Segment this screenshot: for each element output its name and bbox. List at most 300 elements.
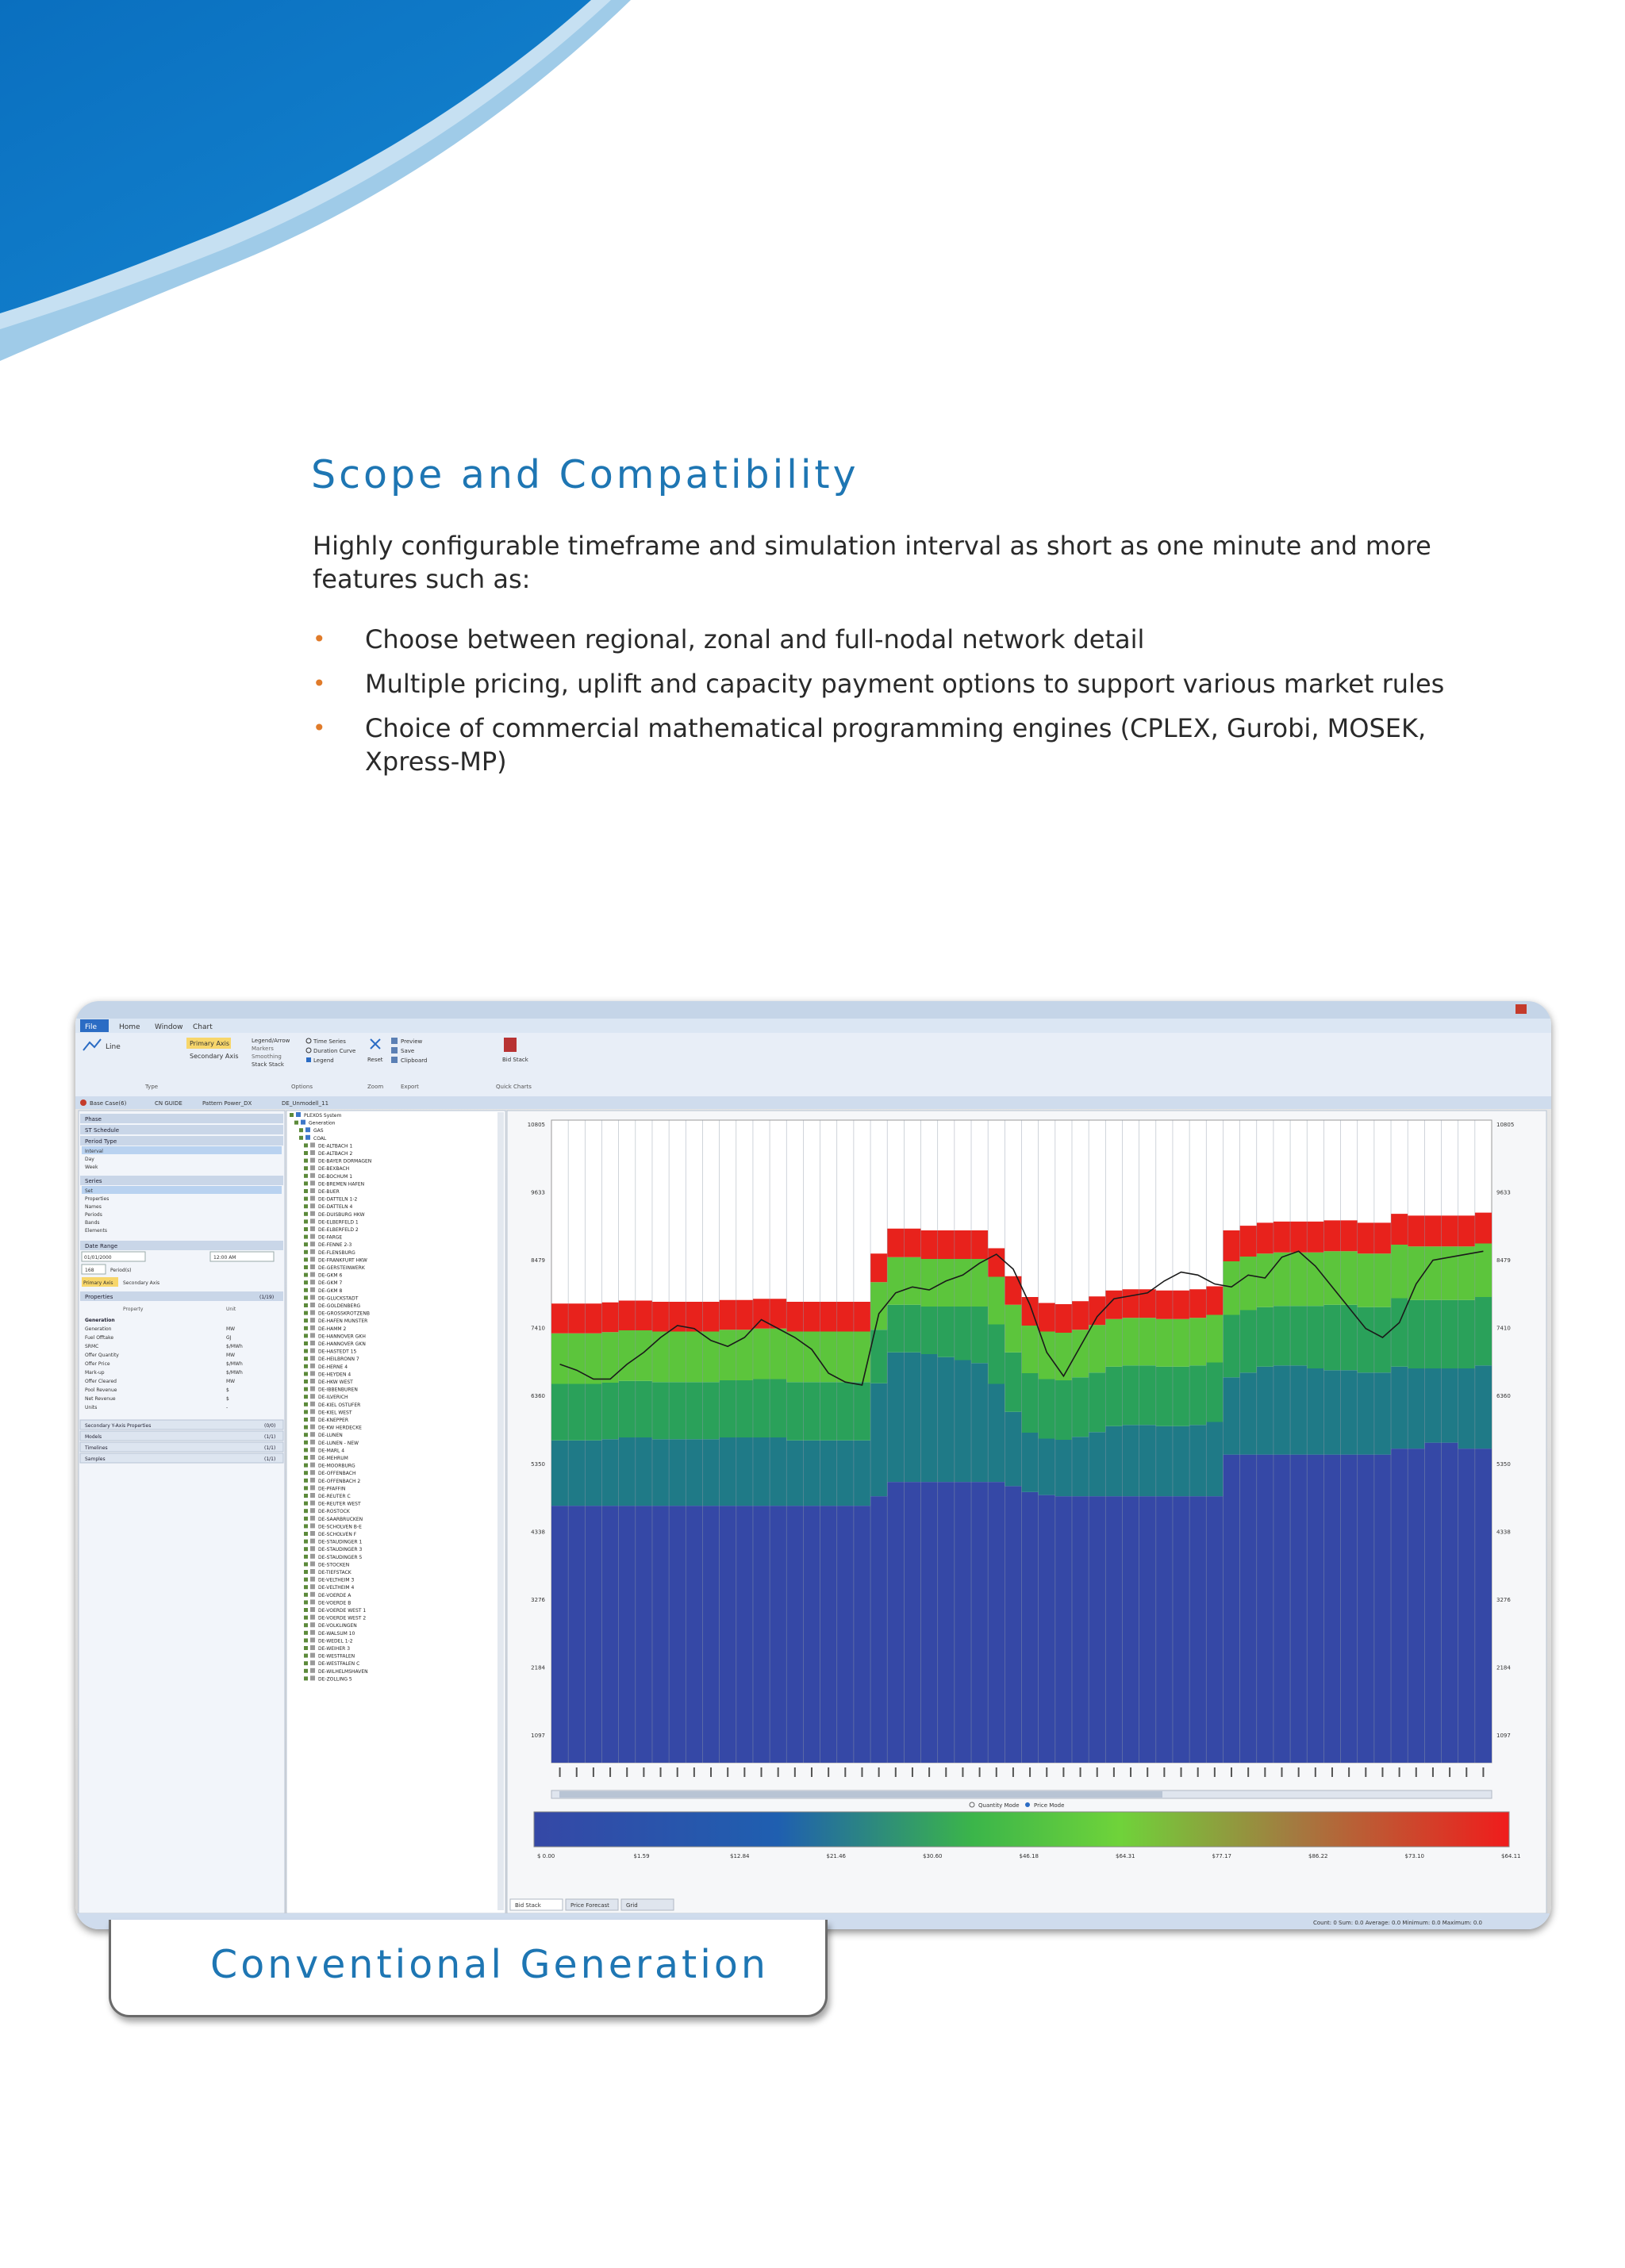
x-tick-label <box>1281 1767 1282 1777</box>
property-name[interactable]: Mark-up <box>85 1370 105 1376</box>
tree-node[interactable]: DE-VOERDE A <box>318 1592 352 1598</box>
collapsed-section-label[interactable]: Secondary Y-Axis Properties <box>85 1423 152 1429</box>
checkbox-icon[interactable] <box>304 1540 308 1544</box>
x-tick-label <box>609 1767 611 1777</box>
checkbox-icon[interactable] <box>304 1631 308 1635</box>
checkbox-icon[interactable] <box>304 1509 308 1513</box>
tree-node[interactable]: DE-WESTFALEN <box>318 1653 355 1660</box>
bid-stack-icon[interactable] <box>504 1038 517 1052</box>
checkbox-icon[interactable] <box>304 1242 308 1246</box>
tree-node[interactable]: DE-FRANKFURT HKW <box>318 1257 367 1264</box>
panel-section-label[interactable]: Series <box>85 1178 102 1184</box>
period-unit-select[interactable]: Period(s) <box>110 1268 132 1273</box>
x-tick-label <box>844 1767 846 1777</box>
x-tick-label <box>996 1767 997 1777</box>
tree-node[interactable]: DE-BREMEN HAFEN <box>318 1181 365 1188</box>
y-tick-label-right: 7410 <box>1496 1325 1511 1332</box>
tree-node[interactable]: DE-FARGE <box>318 1234 343 1241</box>
tree-node[interactable]: DE-STAUDINGER 5 <box>318 1554 363 1560</box>
x-tick-label <box>1399 1767 1400 1777</box>
zoom-reset-button[interactable]: Reset <box>367 1057 383 1063</box>
property-name[interactable]: Generation <box>85 1326 112 1332</box>
price-colour-scale <box>534 1812 1509 1847</box>
bid-stack-chart <box>510 1120 1521 1910</box>
tree-node[interactable]: DE-KIEL OSTUFER <box>318 1402 361 1408</box>
preview-icon[interactable] <box>391 1038 398 1044</box>
bottom-tab[interactable]: Price Forecast <box>570 1902 609 1909</box>
properties-label[interactable]: Properties <box>85 1294 113 1300</box>
checkbox-icon[interactable] <box>304 1235 308 1239</box>
tree-node[interactable]: DE-BUER <box>318 1189 340 1195</box>
properties-count: (1/19) <box>259 1295 275 1300</box>
checkbox-icon[interactable] <box>304 1661 308 1665</box>
primary-axis-tab[interactable]: Primary Axis <box>83 1280 113 1286</box>
tree-node[interactable]: DE-STAUDINGER 1 <box>318 1539 363 1545</box>
selected-row-highlight <box>82 1186 282 1194</box>
tree-node[interactable]: PLEXOS System <box>304 1113 342 1119</box>
checkbox-icon[interactable] <box>299 1128 303 1132</box>
x-tick-label <box>1365 1767 1366 1777</box>
x-tick-label <box>878 1767 880 1777</box>
checkbox-icon[interactable] <box>304 1334 308 1337</box>
folder-icon <box>310 1485 315 1490</box>
checkbox-icon[interactable] <box>304 1593 308 1597</box>
tree-node[interactable]: DE-SAARBRUCKEN <box>318 1516 363 1522</box>
folder-icon <box>310 1599 315 1604</box>
property-name[interactable]: Offer Price <box>85 1361 110 1367</box>
checkbox-icon[interactable] <box>304 1318 308 1322</box>
title-bar <box>75 1001 1551 1019</box>
collapsed-section-count: (1/1) <box>264 1434 276 1440</box>
close-doc-icon[interactable] <box>80 1099 86 1106</box>
checkbox-icon[interactable] <box>304 1280 308 1284</box>
checkbox-icon[interactable] <box>304 1426 308 1429</box>
tree-node[interactable]: DE-VOERDE WEST 2 <box>318 1615 367 1621</box>
checkbox-icon[interactable] <box>304 1471 308 1475</box>
tree-node[interactable]: DE-GROSSKROTZENB <box>318 1311 370 1317</box>
checkbox-icon[interactable] <box>304 1418 308 1422</box>
property-name[interactable]: Net Revenue <box>85 1396 116 1402</box>
y-tick-label-right: 3276 <box>1496 1596 1511 1603</box>
property-group-label: Generation <box>85 1318 115 1323</box>
checkbox-icon[interactable] <box>304 1676 308 1680</box>
checkbox-icon[interactable] <box>304 1341 308 1345</box>
checkbox-icon[interactable] <box>304 1387 308 1391</box>
legend-radio-price[interactable]: Price Mode <box>1034 1802 1065 1809</box>
checkbox-icon[interactable] <box>304 1250 308 1254</box>
application-screenshot <box>75 1001 1551 1929</box>
doc-tab-unmodell[interactable]: DE_Unmodell_11 <box>282 1100 329 1107</box>
option-markers[interactable]: Markers <box>252 1046 274 1052</box>
folder-icon <box>305 1127 310 1132</box>
feature-text: Choice of commercial mathematical programming engines (CPLEX, Gurobi, MOSEK, Xpress-MP) <box>365 713 1427 777</box>
tree-node[interactable]: DE-OFFENBACH <box>318 1471 356 1477</box>
section-title: Scope and Compatibility <box>311 452 859 497</box>
secondary-axis-button[interactable]: Secondary Axis <box>190 1053 239 1060</box>
folder-icon <box>310 1379 315 1383</box>
tree-node[interactable]: DE-ILVERICH <box>318 1395 348 1401</box>
tree-node[interactable]: DE-GKM 6 <box>318 1272 343 1279</box>
colour-scale-label: $64.31 <box>1116 1853 1135 1859</box>
x-tick-label <box>828 1767 829 1777</box>
tree-node[interactable]: DE-REUTER WEST <box>318 1501 361 1507</box>
checkbox-icon[interactable] <box>304 1288 308 1292</box>
checkbox-icon[interactable] <box>304 1159 308 1163</box>
tab-home[interactable]: Home <box>119 1023 140 1031</box>
tree-node[interactable]: DE-REUTER C <box>318 1494 351 1499</box>
collapsed-section-count: (0/0) <box>264 1423 276 1429</box>
tree-node[interactable]: DE-HEILBRONN 7 <box>318 1357 359 1363</box>
checkbox-icon[interactable] <box>304 1403 308 1406</box>
checkbox-icon[interactable] <box>304 1174 308 1178</box>
group-options: Options <box>291 1084 313 1090</box>
checkbox-icon[interactable] <box>304 1357 308 1360</box>
checkbox-icon[interactable] <box>304 1219 308 1223</box>
checkbox-icon[interactable] <box>294 1121 298 1125</box>
folder-icon <box>310 1165 315 1170</box>
folder-icon <box>310 1508 315 1513</box>
feature-item <box>313 667 1447 700</box>
tree-node[interactable]: DE-HASTEDT 15 <box>318 1349 357 1355</box>
tree-node[interactable]: DE-HEYDEN 4 <box>318 1372 352 1378</box>
checkbox-icon[interactable] <box>304 1364 308 1368</box>
x-tick-label <box>1080 1767 1081 1777</box>
option-legend-arrow[interactable]: Legend/Arrow <box>252 1038 290 1044</box>
checkbox-icon[interactable] <box>304 1441 308 1445</box>
x-tick-label <box>576 1767 578 1777</box>
panel-list-item[interactable]: Set <box>85 1188 93 1194</box>
checkbox-icon[interactable] <box>304 1433 308 1437</box>
clipboard-icon[interactable] <box>391 1057 398 1063</box>
panel-list-item[interactable]: Elements <box>85 1228 107 1234</box>
option-stack[interactable]: Stack Stack <box>252 1061 284 1068</box>
tree-node[interactable]: DE-GKM 7 <box>318 1280 343 1287</box>
tree-node[interactable]: DE-WILHELMSHAVEN <box>318 1668 368 1675</box>
panel-list-item[interactable]: Interval <box>85 1149 103 1154</box>
folder-icon <box>310 1211 315 1216</box>
collapsed-section[interactable] <box>80 1442 283 1452</box>
tree-node[interactable]: DE-STOCKEN <box>318 1562 350 1568</box>
radio-icon[interactable] <box>1025 1802 1030 1807</box>
folder-icon <box>310 1546 315 1551</box>
legend-radio-quantity[interactable]: Quantity Mode <box>978 1802 1020 1809</box>
ribbon-type-line[interactable]: Line <box>106 1043 121 1051</box>
checkbox-icon[interactable] <box>304 1212 308 1216</box>
colour-scale-label: $12.84 <box>730 1853 750 1859</box>
x-tick-label <box>1264 1767 1266 1777</box>
checkbox-icon[interactable] <box>299 1136 303 1140</box>
panel-section-header[interactable] <box>80 1176 283 1185</box>
checkbox-icon[interactable] <box>304 1600 308 1604</box>
checkbox-icon[interactable] <box>304 1326 308 1330</box>
y-tick-label-right: 4338 <box>1496 1529 1511 1536</box>
x-tick-label <box>677 1767 678 1777</box>
tree-node[interactable]: DE-HERNE 4 <box>318 1364 348 1370</box>
tree-node[interactable]: DE-ALTBACH 1 <box>318 1143 353 1149</box>
collapsed-section-label[interactable]: Timelines <box>85 1445 108 1451</box>
tree-node[interactable]: DE-FLENSBURG <box>318 1249 355 1256</box>
export-preview[interactable]: Preview <box>401 1038 423 1045</box>
checkbox-icon[interactable] <box>304 1502 308 1506</box>
tree-node[interactable]: DE-VOERDE B <box>318 1600 352 1606</box>
quick-chart-bid-stack[interactable]: Bid Stack <box>502 1057 528 1063</box>
x-tick-label <box>1062 1767 1064 1777</box>
checkbox-icon[interactable] <box>304 1578 308 1582</box>
checkbox-icon[interactable] <box>304 1638 308 1642</box>
chart-scrollbar-thumb[interactable] <box>559 1791 1162 1798</box>
checkbox-icon[interactable] <box>304 1143 308 1147</box>
tree-node[interactable]: DE-ZOLLING 5 <box>318 1676 352 1683</box>
tab-chart[interactable]: Chart <box>193 1023 213 1031</box>
checkbox-icon[interactable] <box>304 1448 308 1452</box>
tree-node[interactable]: DE-FENNE 2-3 <box>318 1242 352 1249</box>
collapsed-section[interactable] <box>80 1453 283 1463</box>
primary-axis-button[interactable]: Primary Axis <box>190 1040 230 1047</box>
collapsed-section[interactable] <box>80 1431 283 1441</box>
folder-icon <box>310 1653 315 1658</box>
folder-icon <box>310 1501 315 1506</box>
tree-node[interactable]: DE-LUNEN - NEW <box>318 1440 359 1446</box>
tree-node[interactable]: DE-SCHOLVEN B-E <box>318 1524 362 1530</box>
folder-icon <box>310 1234 315 1239</box>
tree-node[interactable]: GAS <box>313 1128 324 1134</box>
tree-node[interactable]: DE-ALTBACH 2 <box>318 1151 353 1157</box>
x-tick-label <box>727 1767 728 1777</box>
tree-node[interactable]: Generation <box>309 1120 336 1126</box>
x-tick-label <box>962 1767 963 1777</box>
checkbox-icon[interactable] <box>304 1524 308 1528</box>
checkbox-icon[interactable] <box>304 1151 308 1155</box>
tree-node[interactable]: DE-BEXBACH <box>318 1166 350 1172</box>
property-name[interactable]: Offer Quantity <box>85 1353 119 1358</box>
tree-node[interactable]: DE-HAMM 2 <box>318 1326 347 1332</box>
property-unit: $ <box>226 1396 229 1402</box>
y-tick-label-right: 5350 <box>1496 1460 1511 1468</box>
folder-icon <box>310 1660 315 1665</box>
tree-node[interactable]: DE-GOLDENBERG <box>318 1303 361 1309</box>
tree-node[interactable]: DE-KIEL WEST <box>318 1410 352 1416</box>
tree-node[interactable]: COAL <box>313 1135 327 1142</box>
x-tick-label <box>811 1767 812 1777</box>
property-unit: $/MWh <box>226 1370 243 1376</box>
checkbox-icon[interactable] <box>304 1227 308 1231</box>
radio-duration-curve[interactable]: Duration Curve <box>313 1048 356 1054</box>
secondary-axis-tab[interactable]: Secondary Axis <box>123 1280 160 1286</box>
export-save[interactable]: Save <box>401 1048 415 1054</box>
panel-list-item[interactable]: Day <box>85 1157 94 1162</box>
checkbox-icon[interactable] <box>304 1265 308 1269</box>
count-value[interactable]: 168 <box>85 1268 94 1273</box>
checkbox-icon[interactable] <box>304 1562 308 1566</box>
checkbox-icon[interactable] <box>304 1547 308 1551</box>
checkbox-icon[interactable] <box>304 1555 308 1559</box>
tree-node[interactable]: DE-MARL 4 <box>318 1448 345 1454</box>
tree-node[interactable]: DE-OFFENBACH 2 <box>318 1478 361 1484</box>
doc-tab-basecase[interactable]: Base Case(6) <box>90 1100 127 1107</box>
tree-node[interactable]: DE-ROSTOCK <box>318 1509 350 1515</box>
tree-node[interactable]: DE-DATTELN 4 <box>318 1204 353 1211</box>
panel-list-item[interactable]: Names <box>85 1204 102 1210</box>
checkbox-icon[interactable] <box>304 1623 308 1627</box>
tree-node[interactable]: DE-HANNOVER GKN <box>318 1341 366 1347</box>
tree-node[interactable]: DE-MOORBURG <box>318 1463 355 1469</box>
tab-window[interactable]: Window <box>155 1023 183 1031</box>
checkbox-icon[interactable] <box>304 1380 308 1383</box>
checkbox-icon[interactable] <box>304 1273 308 1277</box>
bottom-tab[interactable]: Grid <box>626 1902 638 1909</box>
x-tick-label <box>928 1767 930 1777</box>
tree-node[interactable]: DE-LUNEN <box>318 1433 343 1439</box>
option-smoothing[interactable]: Smoothing <box>252 1053 282 1060</box>
doc-tab-guide[interactable]: CN GUIDE <box>155 1100 182 1107</box>
property-name[interactable]: Fuel Offtake <box>85 1335 114 1341</box>
collapsed-section-label[interactable]: Samples <box>85 1456 106 1462</box>
tree-node[interactable]: DE-ELBERFELD 1 <box>318 1219 359 1226</box>
x-tick-label <box>761 1767 763 1777</box>
tree-node[interactable]: DE-GERSTEINWERK <box>318 1265 365 1271</box>
checkbox-legend[interactable]: Legend <box>313 1057 334 1064</box>
checkbox-icon[interactable] <box>304 1181 308 1185</box>
close-icon[interactable] <box>1516 1004 1527 1014</box>
property-unit: MW <box>226 1379 236 1384</box>
checkbox-icon[interactable] <box>304 1189 308 1193</box>
checkbox-icon[interactable] <box>304 1311 308 1315</box>
panel-list-item[interactable]: Week <box>85 1165 98 1170</box>
checkbox-icon[interactable] <box>304 1456 308 1460</box>
checkbox-icon[interactable] <box>304 1570 308 1574</box>
x-tick-label <box>1097 1767 1098 1777</box>
tree-node[interactable]: DE-KNEPPER <box>318 1418 348 1423</box>
y-tick-label-left: 7410 <box>531 1325 545 1332</box>
folder-icon <box>310 1326 315 1330</box>
tree-node[interactable]: DE-VOERDE WEST 1 <box>318 1608 367 1614</box>
tree-node[interactable]: DE-MEHRUM <box>318 1456 348 1461</box>
tree-node[interactable]: DE-WALSUM 10 <box>318 1630 355 1637</box>
checkbox-icon[interactable] <box>304 1295 308 1299</box>
checkbox-icon[interactable] <box>306 1057 311 1062</box>
checkbox-icon[interactable] <box>304 1608 308 1612</box>
checkbox-icon[interactable] <box>304 1257 308 1261</box>
checkbox-icon[interactable] <box>304 1654 308 1658</box>
folder-icon <box>310 1402 315 1406</box>
tree-node[interactable]: DE-BOCHUM 1 <box>318 1173 353 1180</box>
checkbox-icon[interactable] <box>304 1669 308 1673</box>
tree-node[interactable]: DE-HAFEN MUNSTER <box>318 1318 368 1325</box>
tree-node[interactable]: DE-HANNOVER GKH <box>318 1334 366 1340</box>
y-tick-label-right: 8479 <box>1496 1257 1511 1264</box>
radio-time-series[interactable]: Time Series <box>313 1038 346 1045</box>
property-unit: MW <box>226 1353 236 1358</box>
tree-node[interactable]: DE-DATTELN 1-2 <box>318 1196 358 1203</box>
collapsed-section-label[interactable]: Models <box>85 1434 102 1440</box>
checkbox-icon[interactable] <box>304 1585 308 1589</box>
property-name[interactable]: Units <box>85 1405 98 1410</box>
checkbox-icon[interactable] <box>304 1204 308 1208</box>
doc-tab-pattern[interactable]: Pattern Power_DX <box>202 1100 252 1107</box>
tree-node[interactable]: DE-VELTHEIM 4 <box>318 1585 355 1591</box>
panel-section-label[interactable]: Date Range <box>85 1243 118 1249</box>
property-name[interactable]: Offer Cleared <box>85 1379 117 1384</box>
checkbox-icon[interactable] <box>304 1395 308 1399</box>
bullet-icon: • <box>313 626 326 652</box>
x-tick-label <box>778 1767 779 1777</box>
time-value[interactable]: 12:00 AM <box>213 1255 236 1261</box>
folder-icon <box>310 1516 315 1521</box>
tree-node[interactable]: DE-HKW WEST <box>318 1380 353 1385</box>
checkbox-icon[interactable] <box>304 1494 308 1498</box>
date-value[interactable]: 01/01/2000 <box>84 1255 112 1261</box>
property-name[interactable]: SRMC <box>85 1344 99 1349</box>
checkbox-icon[interactable] <box>304 1616 308 1620</box>
tree-scrollbar[interactable] <box>497 1112 504 1910</box>
bottom-tab[interactable]: Bid Stack <box>515 1902 541 1909</box>
folder-icon <box>310 1303 315 1307</box>
folder-icon <box>310 1630 315 1635</box>
tree-node[interactable]: DE-KW HERDECKE <box>318 1425 362 1431</box>
checkbox-icon[interactable] <box>290 1113 294 1117</box>
tree-node[interactable]: DE-WEIHER 3 <box>318 1646 351 1652</box>
x-tick-label <box>1315 1767 1316 1777</box>
tree-node[interactable]: DE-PFAFFIN <box>318 1486 346 1492</box>
checkbox-icon[interactable] <box>304 1517 308 1521</box>
tree-node[interactable]: DE-VOLKLINGEN <box>318 1623 357 1629</box>
checkbox-icon[interactable] <box>304 1372 308 1376</box>
checkbox-icon[interactable] <box>304 1532 308 1536</box>
tree-node[interactable]: DE-STAUDINGER 3 <box>318 1547 363 1553</box>
tree-node[interactable]: DE-VELTHEIM 3 <box>318 1577 355 1583</box>
checkbox-icon[interactable] <box>304 1349 308 1353</box>
checkbox-icon[interactable] <box>304 1166 308 1170</box>
folder-icon <box>310 1203 315 1208</box>
property-name[interactable]: Pool Revenue <box>85 1387 117 1393</box>
tree-node[interactable]: DE-GKM 8 <box>318 1288 343 1294</box>
checkbox-icon[interactable] <box>304 1410 308 1414</box>
checkbox-icon[interactable] <box>304 1197 308 1201</box>
tree-node[interactable]: DE-BAYER DORMAGEN <box>318 1158 372 1165</box>
tree-node[interactable]: DE-SCHOLVEN F <box>318 1532 357 1537</box>
property-unit: GJ <box>226 1335 232 1341</box>
panel-section-header[interactable] <box>80 1114 283 1123</box>
save-icon[interactable] <box>391 1047 398 1053</box>
tree-node[interactable]: DE-IBBENBUREN <box>318 1387 358 1393</box>
tree-node[interactable]: DE-TIEFSTACK <box>318 1570 352 1575</box>
folder-icon <box>310 1531 315 1536</box>
checkbox-icon[interactable] <box>304 1646 308 1650</box>
checkbox-icon[interactable] <box>304 1479 308 1483</box>
panel-list-item[interactable]: Properties <box>85 1196 109 1202</box>
checkbox-icon[interactable] <box>304 1464 308 1468</box>
tree-node[interactable]: DE-ELBERFELD 2 <box>318 1227 359 1233</box>
export-clipboard[interactable]: Clipboard <box>401 1057 428 1064</box>
checkbox-icon[interactable] <box>304 1486 308 1490</box>
tree-node[interactable]: DE-WEDEL 1-2 <box>318 1638 353 1644</box>
tree-node[interactable]: DE-DUISBURG HKW <box>318 1211 365 1218</box>
folder-icon <box>310 1180 315 1185</box>
y-tick-label-left: 1097 <box>531 1733 545 1739</box>
checkbox-icon[interactable] <box>304 1303 308 1307</box>
panel-section-label[interactable]: ST Schedule <box>85 1127 120 1134</box>
tree-node[interactable]: DE-WESTFALEN C <box>318 1661 360 1667</box>
panel-section-label[interactable]: Phase <box>85 1116 102 1122</box>
panel-section-label[interactable]: Period Type <box>85 1138 117 1145</box>
tree-node[interactable]: DE-GLUCKSTADT <box>318 1295 359 1302</box>
panel-list-item[interactable]: Bands <box>85 1220 100 1226</box>
folder-icon <box>310 1387 315 1391</box>
folder-icon <box>310 1417 315 1422</box>
tab-file[interactable]: File <box>85 1023 98 1031</box>
panel-list-item[interactable]: Periods <box>85 1212 102 1218</box>
folder-icon <box>310 1218 315 1223</box>
